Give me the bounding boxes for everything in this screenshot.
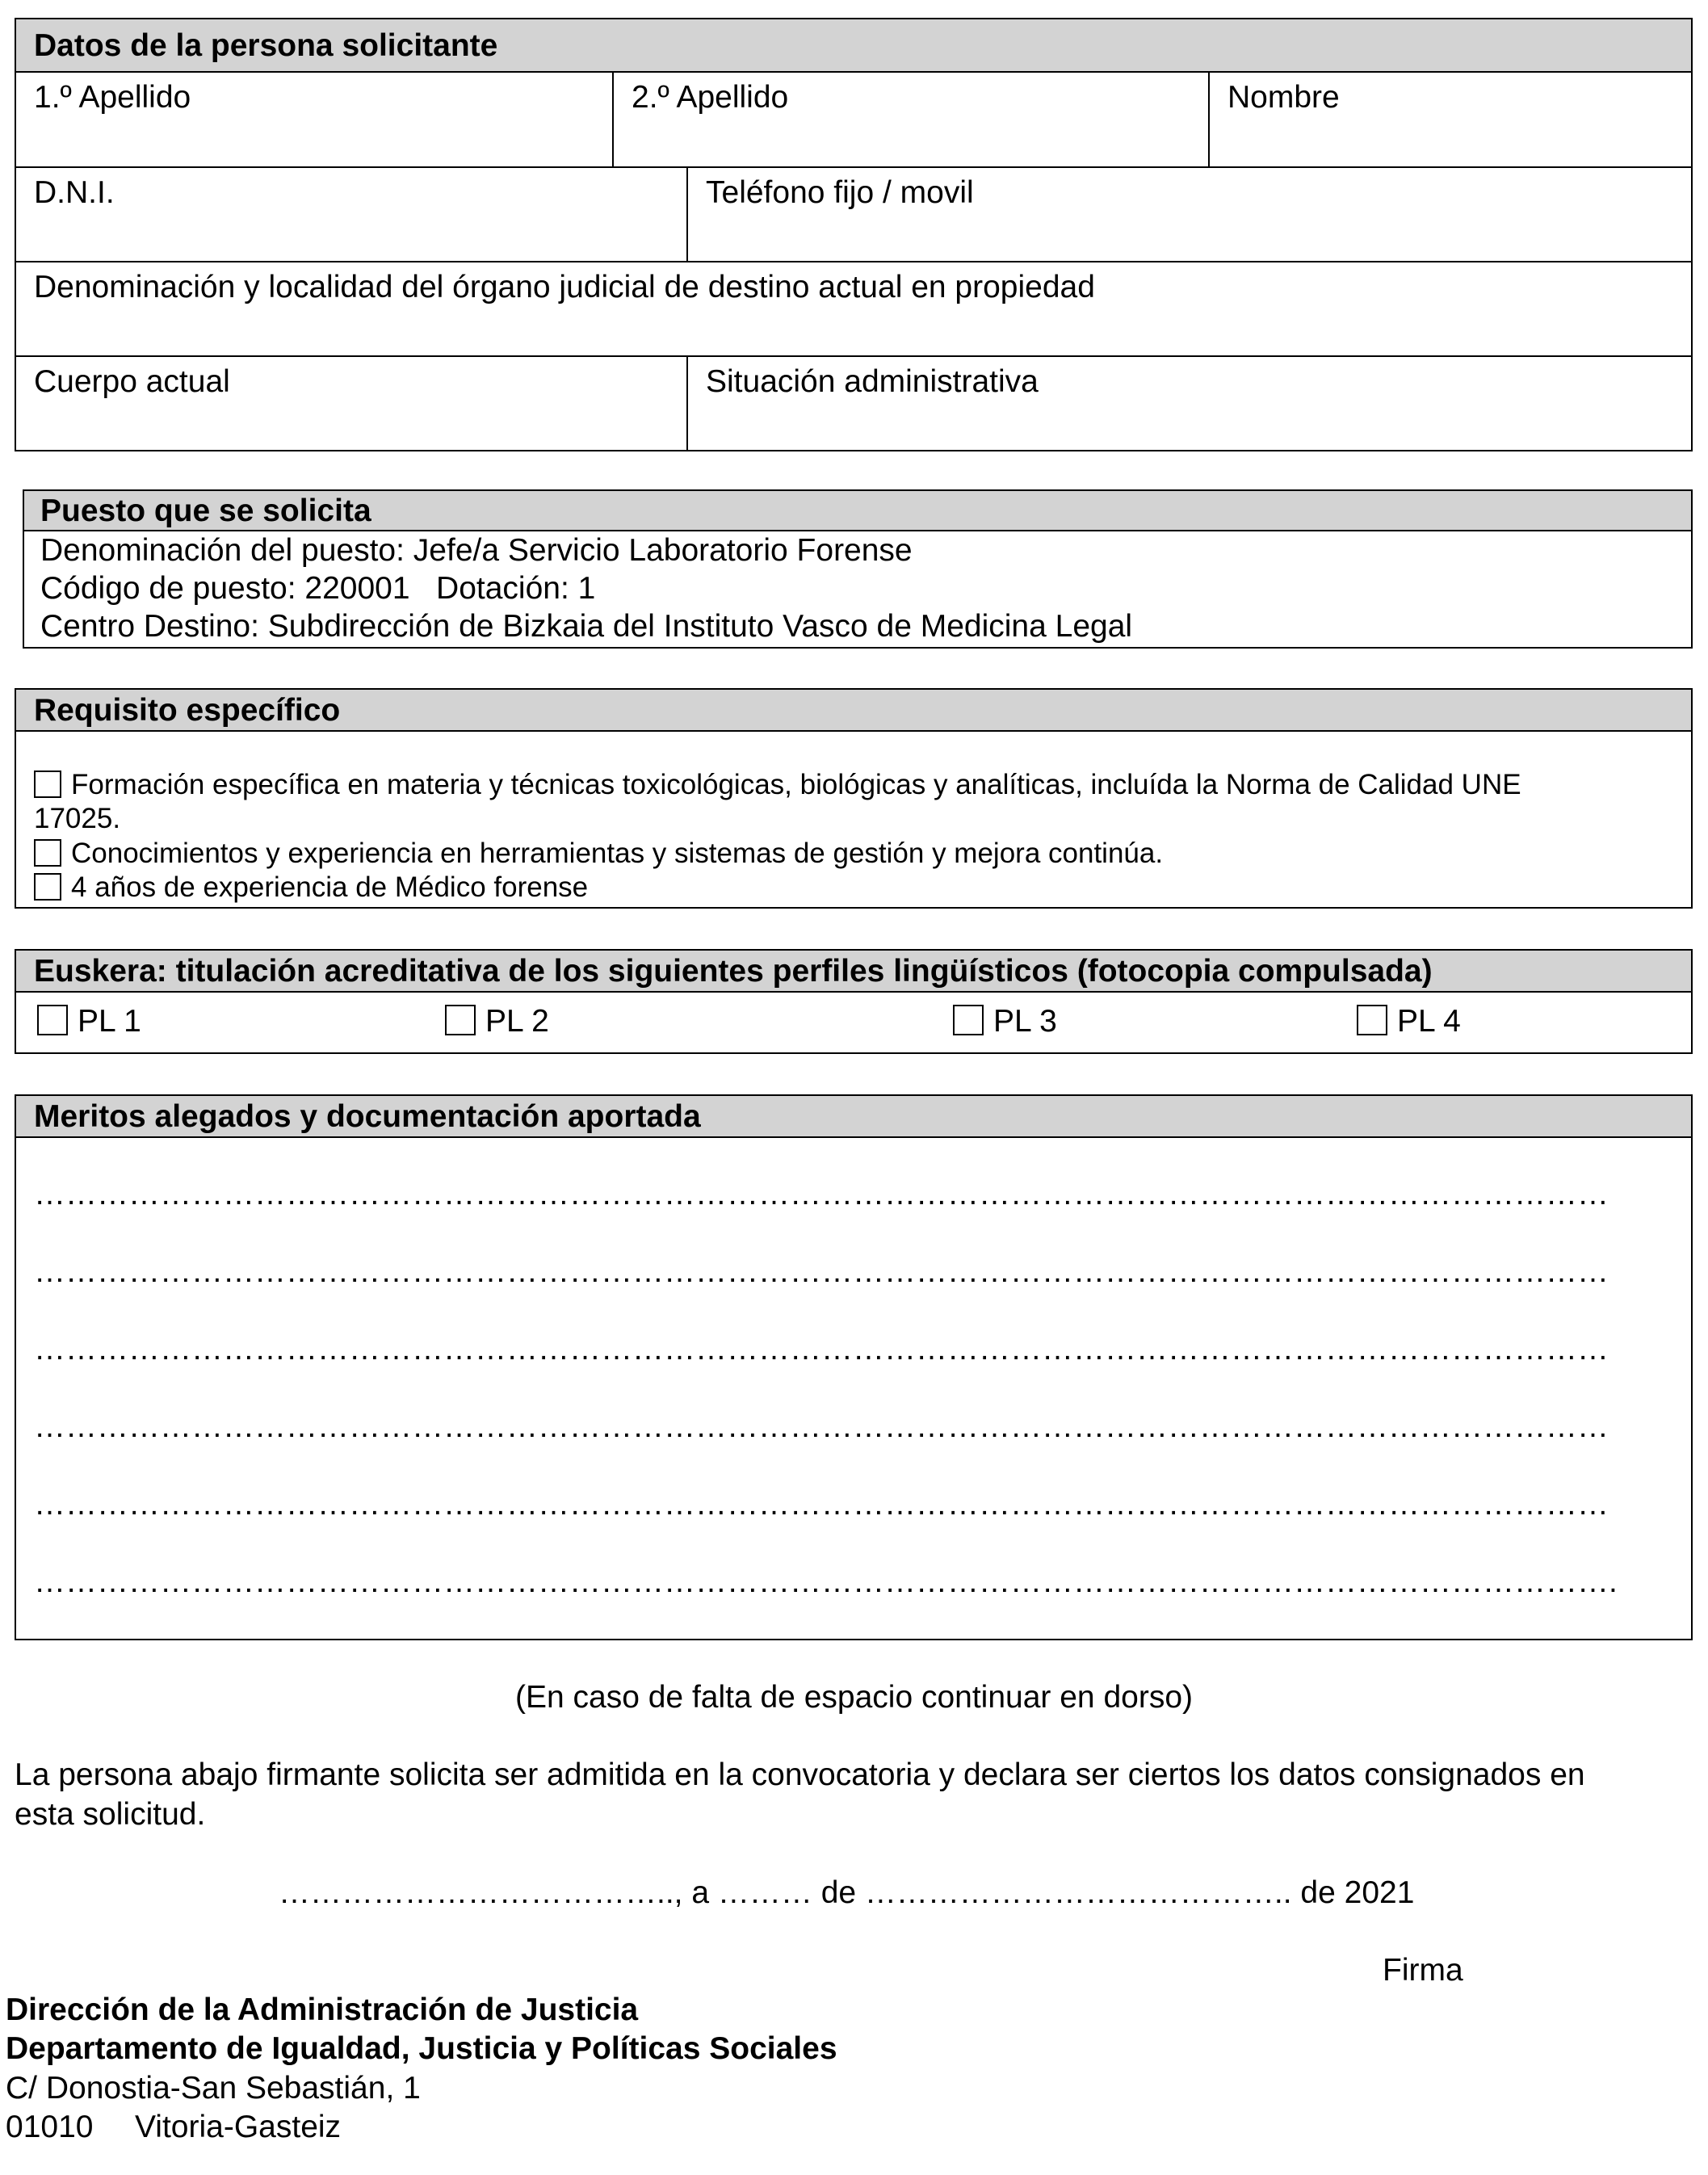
telefono-field[interactable]: Teléfono fijo / movil [706,175,974,210]
espacio-nota: (En caso de falta de espacio continuar en dorso) [514,1680,1193,1715]
meritos-line-3[interactable]: …………………………………………………………………………………………………………………………………… [34,1332,1609,1367]
meritos-line-2[interactable]: …………………………………………………………………………………………………………………………………… [34,1254,1609,1289]
direccion-cp: 01010 [6,2110,94,2144]
requisito-checkbox-3[interactable] [34,873,61,901]
puesto-centro: Centro Destino: Subdirección de Bizkaia del Instituto Vasco de Medicina Legal [40,609,1133,644]
organo-judicial-field[interactable]: Denominación y localidad del órgano judicial de destino actual en propiedad [34,270,1095,304]
euskera-header: Euskera: titulación acreditativa de los siguientes perfiles lingüísticos (fotocopia compulsada) [16,951,1691,993]
pl1-checkbox[interactable] [37,1005,68,1035]
direccion-line-3: C/ Donostia-San Sebastián, 1 [6,2071,421,2106]
meritos-line-5[interactable]: …………………………………………………………………………………………………………………………………… [34,1487,1609,1522]
meritos-line-6[interactable]: ……………………………………………………………………………………………………………………………………. [34,1564,1618,1599]
pl4-checkbox[interactable] [1357,1005,1387,1035]
requisito-section [15,688,1693,909]
direccion-ciudad: Vitoria-Gasteiz [135,2110,342,2144]
meritos-line-1[interactable]: …………………………………………………………………………………………………………………………………… [34,1177,1609,1211]
requisito-checkbox-2[interactable] [34,839,61,867]
meritos-section [15,1094,1693,1640]
puesto-section [23,489,1693,649]
direccion-line-1: Dirección de la Administración de Justicia [6,1992,639,2027]
requisito-item-1-cont: 17025. [34,803,121,834]
pl4-option[interactable]: PL 4 [1357,1004,1461,1039]
direccion-line-2: Departamento de Igualdad, Justicia y Políticas Sociales [6,2031,837,2066]
apellido1-field[interactable]: 1.º Apellido [34,80,191,115]
meritos-line-4[interactable]: …………………………………………………………………………………………………………………………………… [34,1409,1609,1444]
cuerpo-actual-field[interactable]: Cuerpo actual [34,364,230,399]
declaracion-line-1: La persona abajo firmante solicita ser admitida en la convocatoria y declara ser ciertos los datos consignados en [15,1757,1585,1792]
puesto-codigo: Código de puesto: 220001 Dotación: 1 [40,571,596,606]
declaracion-line-2: esta solicitud. [15,1797,206,1832]
pl3-option[interactable]: PL 3 [953,1004,1057,1039]
requisito-item-3[interactable]: 4 años de experiencia de Médico forense [34,871,588,904]
euskera-section [15,949,1693,1054]
requisito-checkbox-1[interactable] [34,770,61,798]
puesto-denominacion: Denominación del puesto: Jefe/a Servicio Laboratorio Forense [40,533,913,568]
dni-field[interactable]: D.N.I. [34,175,115,210]
nombre-field[interactable]: Nombre [1227,80,1340,115]
apellido2-field[interactable]: 2.º Apellido [632,80,789,115]
situacion-administrativa-field[interactable]: Situación administrativa [706,364,1039,399]
solicitante-header: Datos de la persona solicitante [16,19,1691,73]
solicitante-section [15,18,1693,451]
requisito-item-2[interactable]: Conocimientos y experiencia en herramientas y sistemas de gestión y mejora continúa. [34,838,1163,870]
pl2-checkbox[interactable] [445,1005,476,1035]
firma-label: Firma [1383,1953,1463,1988]
fecha-linea[interactable]: ……………………………….., a ……… de ………………………………….. de 2021 [279,1875,1415,1910]
pl3-checkbox[interactable] [953,1005,984,1035]
pl1-option[interactable]: PL 1 [37,1004,141,1039]
requisito-item-1[interactable]: Formación específica en materia y técnicas toxicológicas, biológicas y analíticas, incluída la Norma de Calidad UNE [34,769,1521,801]
requisito-header: Requisito específico [16,690,1691,732]
puesto-header: Puesto que se solicita [24,491,1691,531]
pl2-option[interactable]: PL 2 [445,1004,549,1039]
meritos-header: Meritos alegados y documentación aportada [16,1096,1691,1138]
